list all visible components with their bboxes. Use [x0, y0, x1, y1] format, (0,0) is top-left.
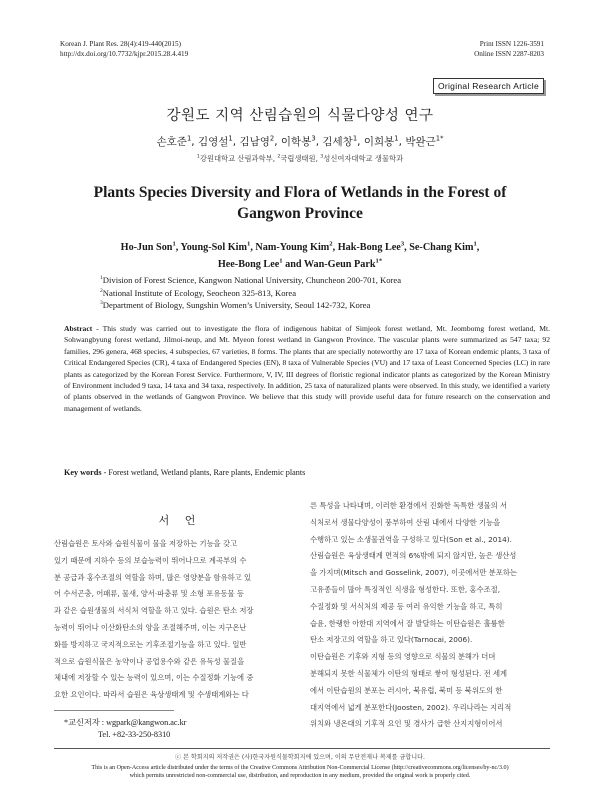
body-text-line: 에서 이탄습원의 분포는 러시아, 북유럽, 북미 등 북위도의 한: [310, 685, 503, 695]
author-affiliation-mark: 1: [186, 134, 192, 143]
affiliation-mark: 3: [320, 154, 324, 160]
author-affiliation-mark: 1*: [435, 134, 444, 143]
online-issn: Online ISSN 2287-8203: [474, 49, 544, 58]
author-name: 김영설: [197, 136, 229, 148]
doi-link[interactable]: http://dx.doi.org/10.7732/kjpr.2015.28.4.419: [60, 49, 189, 58]
body-text-line: 고유종들이 많아 특징적인 식생을 형성한다. 또한, 홍수조절,: [310, 584, 501, 594]
affiliation-text: 성신여자대학교 생물학과: [323, 154, 404, 163]
body-text-line: 대지역에서 넓게 분포한다(Joosten, 2002). 우리나라는 지리적: [310, 702, 512, 712]
journal-citation-line: Korean J. Plant Res. 28(4):419-440(2015): [60, 40, 181, 48]
author-name: 김남영: [239, 136, 270, 148]
abstract-text: - This study was carried out to investigate the flora of indigenous habitat of Simjeok forest wetland, Mt. Jeombomg forest wetland, Mt. Sohwangbyung forest wetland, Jilmoi-neup, and Mt. Myeon forest wetland in Gangwon Province. The vascular plants were summarized as 547 taxa; 92 families, 296 genera, 468 species, 4 subspecies, 67 varieties, 8 forms. The plants that are specially noteworthy are 17 taxa of Korean endemic plants, 3 taxa of Critical Endangered Species (CR), 4 taxa of Endangered Species (EN), 8 taxa of Vulnerable Species (VU) and 17 taxa of Least Concerned Species (LC) in rare plants as categorized by the Korean Forest Service. Furthermore, V, IV, III degrees of floristic regional indicator plants as categorized by the Korean Ministry of Environment included 9 taxa, 14 taxa and 34 taxa, respectively. In addition, 25 taxa of naturalized plants were observed. In this study, we identified a variety of plants observed in the wetlands of Gangwon Province. We believe that this study will provide useful data for future research on the conservation and management of wetlands.: [64, 324, 550, 413]
affiliation-text: Division of Forest Science, Kangwon National University, Chuncheon 200-701, Korea: [102, 275, 402, 285]
body-text-line: 식처로서 생물다양성이 풍부하여 산림 내에서 다양한 기능을: [310, 517, 501, 527]
body-text-line: 습윤, 한랭한 아한대 지역에서 잘 발달하는 이탄습원은 훌륭한: [310, 618, 505, 628]
article-type-badge: Original Research Article: [433, 78, 544, 94]
english-authors: [0, 239, 600, 273]
body-text-line: 탄소 저장고의 역할을 하고 있다(Tarnocai, 2006).: [310, 635, 473, 645]
author-line: Ho-Jun Son$^1$, Young-Sol Kim$^1$, Nam-Young Kim$^2$, Hak-Bong Lee$^3$, Se-Chang Kim$^1$,: [120, 240, 480, 253]
license-line: This is an Open-Access article distributed under the terms of the Creative Commons Attribution Non-Commercial License (http://creativecommons.org/licenses/by-nc/3.0): [91, 765, 509, 771]
body-text-line: 산림습원은 육상생태계 면적의 6%밖에 되지 않지만, 높은 생산성: [310, 551, 517, 561]
author-name: 김세창: [322, 136, 353, 148]
body-text-line: 과 같은 습원생물의 서식처 역할을 하고 있다. 습원은 탄소 저장: [54, 606, 254, 616]
affiliation-line: [100, 274, 540, 287]
author-name: 이희봉: [363, 136, 395, 148]
keywords-text: - Forest wetland, Wetland plants, Rare plants, Endemic plants: [101, 468, 306, 477]
body-text-line: 위치와 냉온대의 기후적 요인 및 경사가 급한 산지지형이어서: [310, 719, 503, 729]
english-affiliations: [100, 274, 540, 312]
correspondence: [64, 717, 186, 741]
body-text-line: 체내에 저장할 수 있는 능력이 있으며, 이는 수질정화 기능에 중: [54, 673, 254, 683]
affiliation-mark: 1: [196, 154, 200, 160]
author-affiliation-mark: 2: [269, 134, 275, 143]
author-name: Se-Chang Kim: [409, 242, 474, 253]
intro-right-column: [310, 498, 558, 733]
license-line: which permits unrestricted non-commercial use, distribution, and reproduction in any medium, provided the original work is properly cited.: [129, 773, 471, 779]
affiliation-text: National Institute of Ecology, Seocheon 325-813, Korea: [102, 287, 297, 298]
copyright-notice: ⓒ 본 학회지의 저작권은 (사)한국자원식물학회지에 있으며, 이의 무단전재나 복제를 금합니다.: [175, 754, 425, 761]
korean-title: 강원도 지역 산림습원의 식물다양성 연구: [166, 108, 434, 124]
author-name: Young-Sol Kim: [180, 242, 248, 253]
section-heading-intro: 서 언: [158, 514, 202, 527]
author-affiliation-mark: 3: [400, 240, 405, 248]
body-text-line: 능력이 뛰어나 이산화탄소의 양을 조절해주며, 이는 지구온난: [54, 622, 247, 632]
intro-left-column: [54, 536, 302, 704]
body-text-line: 이탄습원은 기후와 지형 등의 영향으로 식물의 분해가 더뎌: [310, 652, 496, 662]
author-affiliation-mark: 2: [329, 240, 333, 248]
affiliation-text: 국립생태원,: [280, 154, 321, 163]
issn-info: [474, 40, 544, 59]
corresponding-author-tel: Tel. +82-33-250-8310: [98, 730, 171, 739]
author-name: 손호준: [156, 136, 187, 148]
affiliation-mark: 1: [100, 275, 103, 282]
body-text-line: 분 공급과 홍수조절의 역할을 하며, 많은 영양분을 함유하고 있: [54, 572, 252, 582]
body-text-line: 분해되지 못한 식물체가 이탄의 형태로 쌓여 형성된다. 전 세계: [310, 668, 508, 678]
body-text-line: 어 수서곤충, 어패류, 물새, 양서·파충류 및 소형 포유동물 등: [54, 589, 244, 599]
body-text-line: 적으로 습원식물은 농약이나 공업용수와 같은 유독성 물질을: [54, 656, 245, 666]
author-affiliation-mark: 1: [279, 257, 283, 265]
body-text-line: 른 특성을 나타내며, 이러한 환경에서 진화한 독특한 생물의 서: [310, 501, 508, 510]
body-text-line: 화를 방지하고 국지적으로는 기후조절기능을 하고 있다. 일반: [54, 639, 247, 649]
author-affiliation-mark: 1: [172, 240, 176, 248]
affiliation-line: [100, 299, 540, 312]
author-name: Nam-Young Kim: [255, 242, 330, 253]
body-text-line: 수행하고 있는 소생물권역을 구성하고 있다(Son et al., 2014).: [310, 534, 512, 544]
author-name: 박완근: [405, 136, 436, 148]
affiliation-mark: 2: [100, 287, 103, 294]
license-notice: [30, 764, 570, 780]
author-name: Ho-Jun Son: [120, 242, 173, 253]
affiliation-line: [100, 287, 540, 300]
author-name: 이학봉: [280, 136, 312, 148]
author-affiliation-mark: 1: [473, 240, 477, 248]
body-text-line: 요한 요인이다. 따라서 습원은 육상생태계 및 수생태계와는 다: [54, 690, 249, 700]
author-affiliation-mark: 3: [311, 134, 316, 143]
affiliation-text: 강원대학교 산림과학부,: [199, 154, 278, 163]
author-affiliation-mark: 1: [394, 134, 399, 143]
print-issn: Print ISSN 1226-3591: [479, 40, 544, 48]
english-title: [0, 182, 600, 224]
affiliation-mark: 2: [277, 154, 281, 160]
author-affiliation-mark: 1*: [375, 257, 383, 265]
body-text-line: 을 가지며(Mitsch and Gosselink, 2007), 이곳에서만 분포하는: [310, 568, 517, 578]
author-affiliation-mark: 1: [352, 134, 358, 143]
body-text-line: 있기 때문에 지하수 등의 보습능력이 뛰어나므로 계곡부의 수: [54, 555, 247, 565]
korean-affiliations: [0, 154, 600, 164]
footnote-divider: [54, 710, 174, 711]
author-name: Hee-Bong Lee: [217, 259, 280, 270]
korean-authors: 손호준$^1$, 김영설$^1$, 김남영$^2$, 이학봉$^3$, 김세창$^1$, 이희봉$^1$, 박완근$^{1*}$: [156, 134, 444, 148]
keywords-label: Key words: [64, 468, 102, 477]
affiliation-text: Department of Biology, Sungshin Women’s University, Seoul 142-732, Korea: [102, 300, 371, 311]
journal-citation: [60, 40, 188, 59]
author-name: Hak-Bong Lee: [337, 242, 401, 253]
author-name: Wan-Geun Park: [303, 259, 376, 270]
footer-divider: [54, 748, 550, 749]
english-title-line: Plants Species Diversity and Flora of Wetlands in the Forest of: [93, 184, 507, 201]
english-title-line: Gangwon Province: [237, 205, 363, 222]
affiliation-mark: 3: [100, 300, 103, 307]
body-text-line: 수질정화 및 서식처의 제공 등 여러 유익한 기능을 하고, 특히: [310, 601, 503, 611]
abstract-label: Abstract: [64, 324, 93, 333]
author-line: Hee-Bong Lee$^1$ and Wan-Geun Park$^{1*}$: [217, 257, 383, 270]
abstract: [64, 323, 550, 414]
author-affiliation-mark: 1: [228, 134, 233, 143]
corresponding-author-email: *교신저자 : wgpark@kangwon.ac.kr: [64, 718, 187, 727]
author-affiliation-mark: 1: [247, 240, 251, 248]
keywords: [64, 468, 305, 477]
body-text-line: 산림습원은 토사와 습원식물이 물을 저장하는 기능을 갖고: [54, 539, 238, 548]
